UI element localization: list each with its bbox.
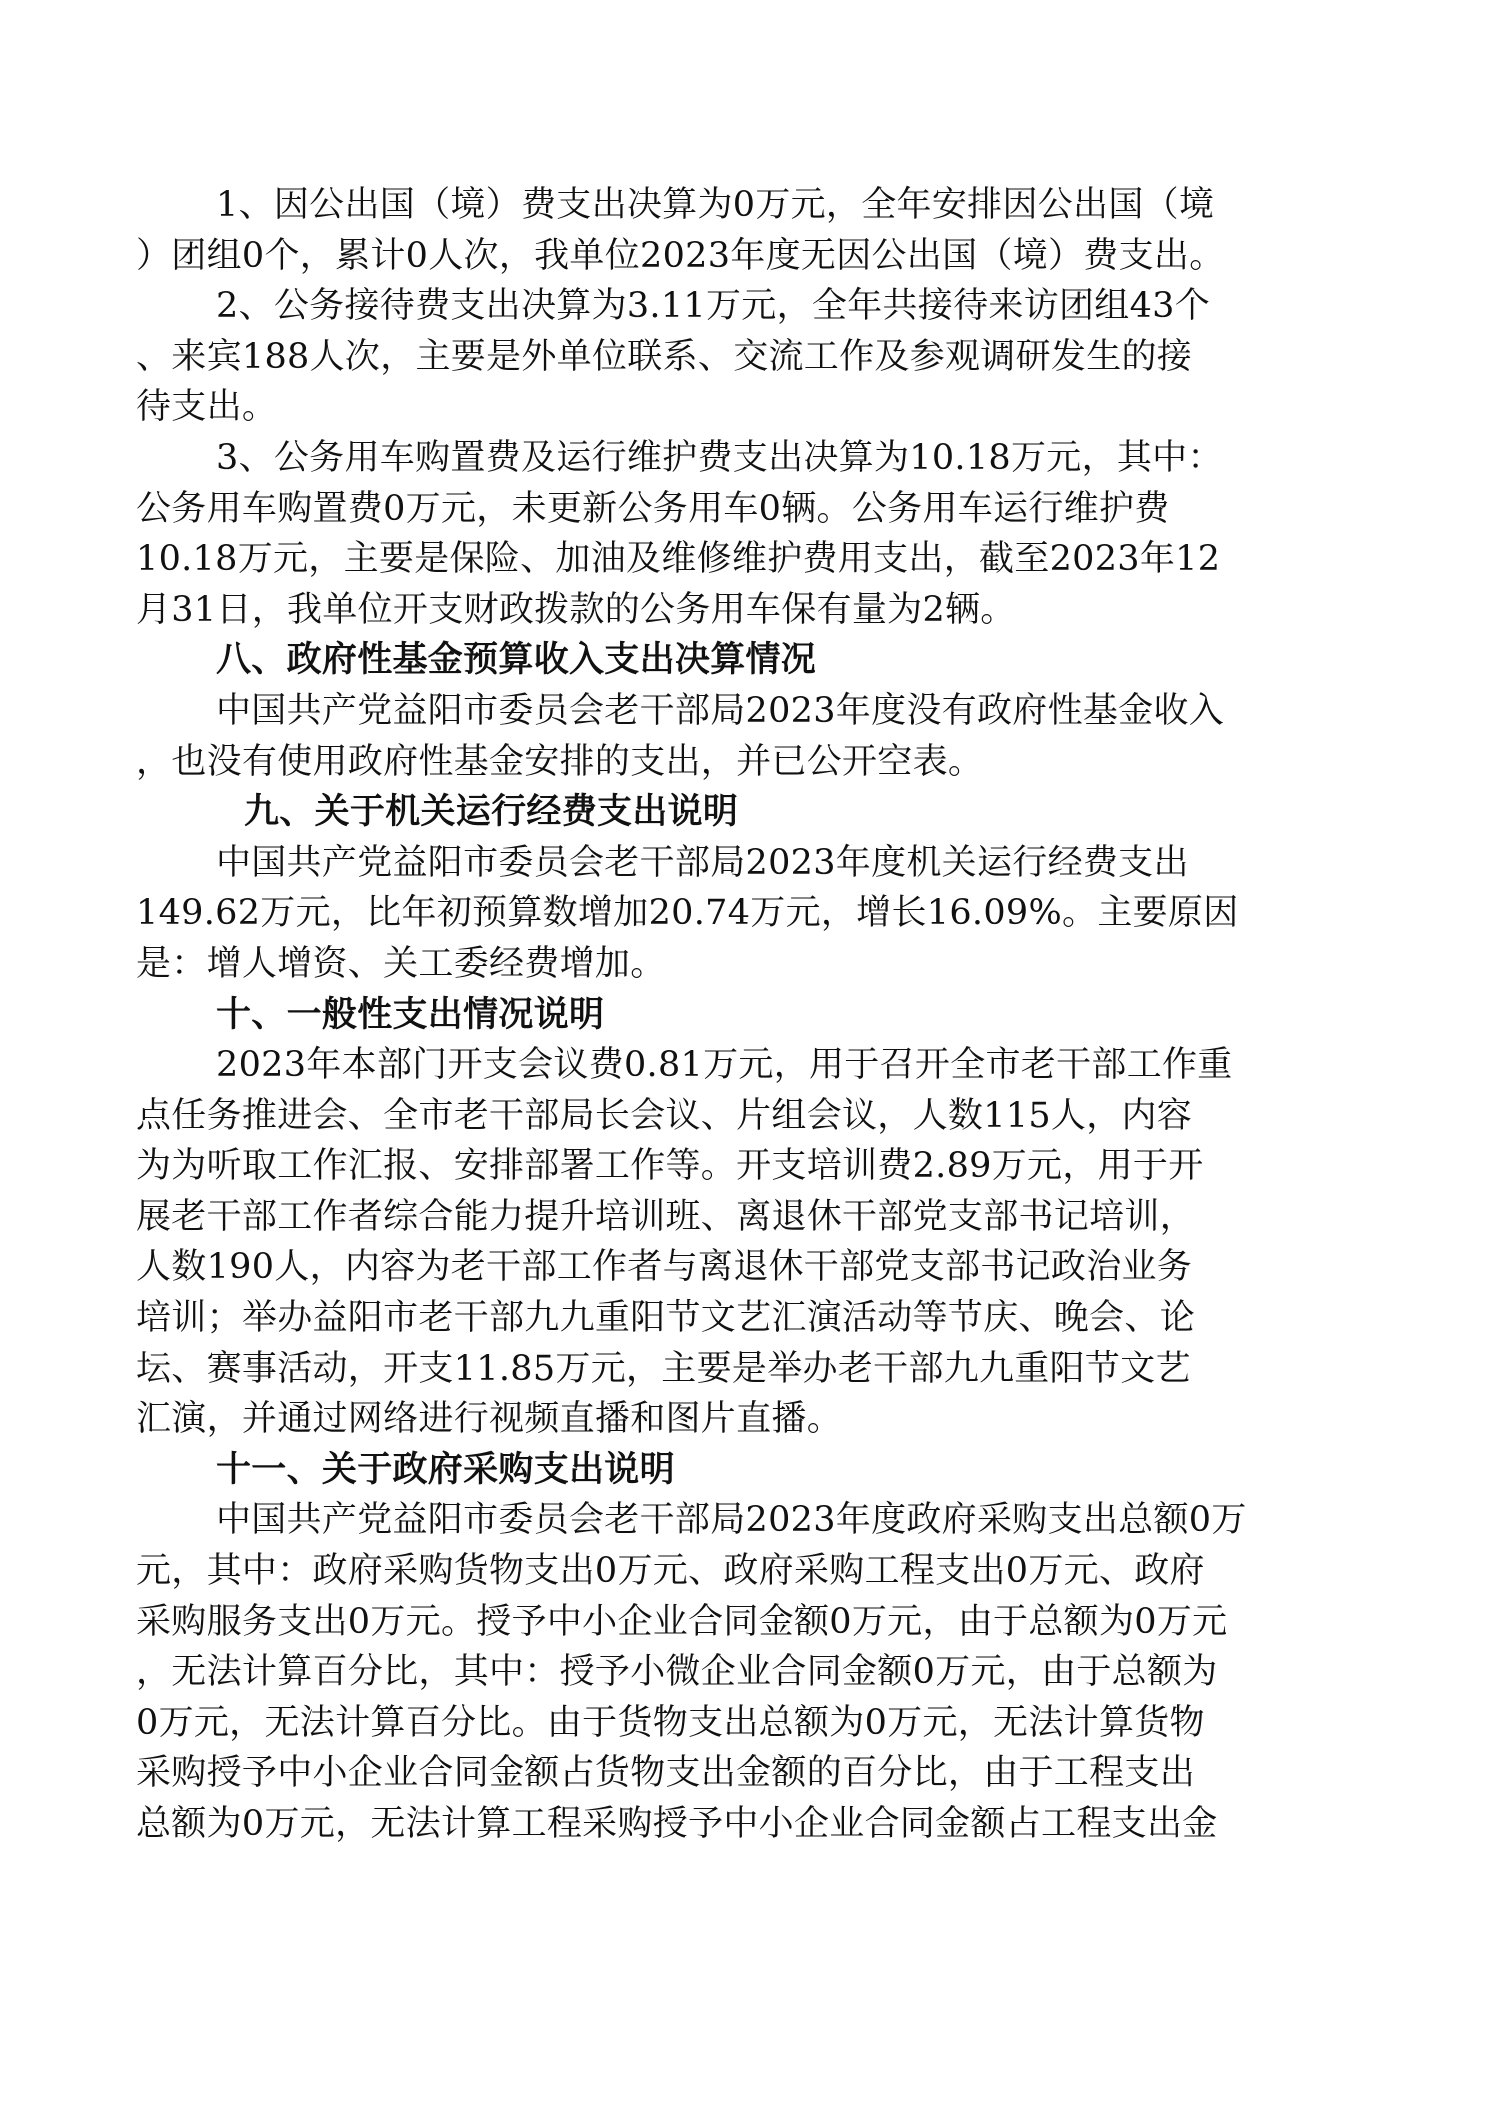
paragraph-line: 采购授予中小企业合同金额占货物支出金额的百分比，由于工程支出 <box>136 1753 1196 1794</box>
paragraph-line: 月31日，我单位开支财政拨款的公务用车保有量为2辆。 <box>136 589 1016 630</box>
paragraph-line: 1、因公出国（境）费支出决算为0万元，全年安排因公出国（境 <box>216 185 1215 225</box>
section-heading: 九、关于机关运行经费支出说明 <box>244 792 739 833</box>
section-heading: 十一、关于政府采购支出说明 <box>216 1449 675 1490</box>
paragraph-line: 汇演，并通过网络进行视频直播和图片直播。 <box>136 1399 843 1440</box>
section-heading: 八、政府性基金预算收入支出决算情况 <box>216 640 817 681</box>
paragraph-line: ，无法计算百分比，其中：授予小微企业合同金额0万元，由于总额为 <box>136 1652 1218 1693</box>
paragraph-line: 总额为0万元，无法计算工程采购授予中小企业合同金额占工程支出金 <box>136 1804 1218 1844</box>
paragraph-line: 中国共产党益阳市委员会老干部局2023年度政府采购支出总额0万 <box>216 1500 1247 1541</box>
paragraph-line: ，也没有使用政府性基金安排的支出，并已公开空表。 <box>136 741 984 782</box>
paragraph-line: 中国共产党益阳市委员会老干部局2023年度没有政府性基金收入 <box>216 690 1225 731</box>
paragraph-line: 中国共产党益阳市委员会老干部局2023年度机关运行经费支出 <box>216 842 1189 883</box>
paragraph-line: 为为听取工作汇报、安排部署工作等。开支培训费2.89万元，用于开 <box>136 1146 1204 1187</box>
paragraph-line: 点任务推进会、全市老干部局长会议、片组会议，人数115人，内容 <box>136 1095 1193 1136</box>
paragraph-line: 2、公务接待费支出决算为3.11万元，全年共接待来访团组43个 <box>216 286 1211 327</box>
paragraph-line: 2023年本部门开支会议费0.81万元，用于召开全市老干部工作重 <box>216 1045 1233 1086</box>
paragraph-line: 公务用车购置费0万元，未更新公务用车0辆。公务用车运行维护费 <box>136 488 1170 529</box>
section-heading: 十、一般性支出情况说明 <box>216 994 605 1035</box>
paragraph-line: 人数190人，内容为老干部工作者与离退休干部党支部书记政治业务 <box>136 1247 1193 1288</box>
paragraph-line: 149.62万元，比年初预算数增加20.74万元，增长16.09%。主要原因 <box>136 893 1239 934</box>
paragraph-line: 、来宾188人次，主要是外单位联系、交流工作及参观调研发生的接 <box>136 336 1193 377</box>
paragraph-line: 10.18万元，主要是保险、加油及维修维护费用支出，截至2023年12 <box>136 539 1221 580</box>
paragraph-line: 培训；举办益阳市老干部九九重阳节文艺汇演活动等节庆、晚会、论 <box>136 1298 1196 1339</box>
paragraph-line: 采购服务支出0万元。授予中小企业合同金额0万元，由于总额为0万元 <box>136 1601 1228 1642</box>
paragraph-line: 元，其中：政府采购货物支出0万元、政府采购工程支出0万元、政府 <box>136 1551 1205 1592</box>
paragraph-line: 是：增人增资、关工委经费增加。 <box>136 943 666 984</box>
paragraph-line: 待支出。 <box>136 387 278 428</box>
paragraph-line: 展老干部工作者综合能力提升培训班、离退休干部党支部书记培训， <box>136 1196 1196 1237</box>
paragraph-line: ）团组0个，累计0人次，我单位2023年度无因公出国（境）费支出。 <box>136 235 1225 276</box>
paragraph-line: 坛、赛事活动，开支11.85万元，主要是举办老干部九九重阳节文艺 <box>136 1348 1191 1389</box>
paragraph-line: 3、公务用车购置费及运行维护费支出决算为10.18万元，其中： <box>216 437 1223 478</box>
document-body <box>136 180 1356 1850</box>
paragraph-line: 0万元，无法计算百分比。由于货物支出总额为0万元，无法计算货物 <box>136 1702 1205 1743</box>
